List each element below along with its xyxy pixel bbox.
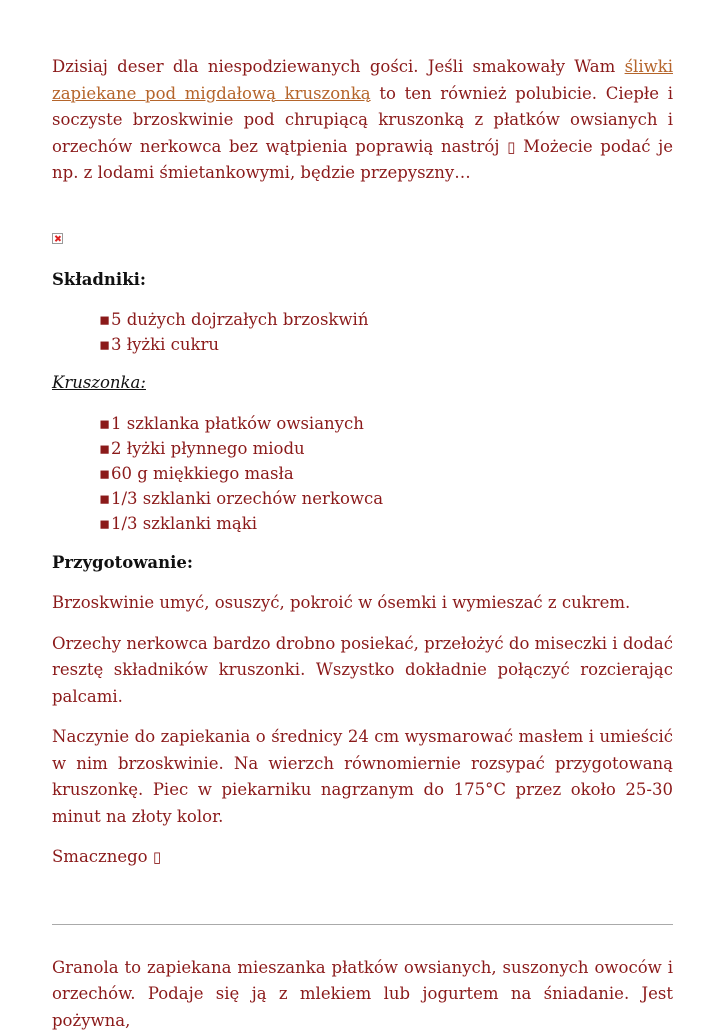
list-item: ▪ 1/3 szklanki orzechów nerkowca: [52, 486, 673, 511]
closing-line: [52, 844, 673, 871]
list-item: ▪ 2 łyżki płynnego miodu: [52, 436, 673, 461]
bullet-icon: ▪: [99, 307, 110, 332]
list-item: ▪ 5 dużych dojrzałych brzoskwiń: [52, 307, 673, 332]
smiley-icon: ▯: [153, 848, 161, 866]
bullet-icon: ▪: [99, 411, 110, 436]
bullet-icon: ▪: [99, 436, 110, 461]
article-content: [52, 54, 673, 1034]
intro-paragraph: [52, 54, 673, 187]
intro-text-end: Możecie podać je np. z lodami śmietankowymi, będzie przepyszny…: [52, 137, 673, 183]
crumble-heading: Kruszonka:: [52, 373, 146, 392]
bullet-icon: ▪: [99, 486, 110, 511]
intro-text: Dzisiaj deser dla niespodziewanych gości. Jeśli smakowały Wam: [52, 57, 625, 76]
preparation-step: Brzoskwinie umyć, osuszyć, pokroić w ósemki i wymieszać z cukrem.: [52, 590, 673, 617]
preparation-step: Orzechy nerkowca bardzo drobno posiekać, przełożyć do miseczki i dodać resztę składników kruszonki. Wszystko dokładnie połączyć rozcierając palcami.: [52, 631, 673, 711]
intro-text-continued: to ten również polubicie. Ciepłe i soczyste brzoskwinie pod chrupiącą kruszonką z płatków owsianych i orzechów nerkowca bez wątpienia poprawią nastrój: [52, 84, 673, 156]
ingredients-list: [52, 307, 673, 357]
preparation-step: Naczynie do zapiekania o średnicy 24 cm wysmarować masłem i umieścić w nim brzoskwinie. Na wierzch równomiernie rozsypać przygotowaną kruszonkę. Piec w piekarniku nagrzanym do 175°C przez około 25-30 minut na złoty kolor.: [52, 724, 673, 830]
bullet-icon: ▪: [99, 511, 110, 536]
smiley-icon: ▯: [507, 138, 515, 156]
list-item: ▪ 1 szklanka płatków owsianych: [52, 411, 673, 436]
list-item: ▪ 1/3 szklanki mąki: [52, 511, 673, 536]
preparation-heading: Przygotowanie:: [52, 550, 673, 577]
list-item: ▪ 60 g miękkiego masła: [52, 461, 673, 486]
crumble-list: [52, 411, 673, 536]
closing-text: Smacznego: [52, 847, 153, 866]
broken-image-icon: [52, 233, 63, 244]
crumble-heading-line: [52, 370, 673, 397]
related-recipe-link[interactable]: śliwki zapiekane pod migdałową kruszonką: [52, 57, 673, 103]
bullet-icon: ▪: [99, 332, 110, 357]
bullet-icon: ▪: [99, 461, 110, 486]
next-article-excerpt: Granola to zapiekana mieszanka płatków owsianych, suszonych owoców i orzechów. Podaje się ją z mlekiem lub jogurtem na śniadanie. Jest pożywna,: [52, 955, 673, 1034]
ingredients-heading: Składniki:: [52, 267, 673, 294]
list-item: ▪ 3 łyżki cukru: [52, 332, 673, 357]
